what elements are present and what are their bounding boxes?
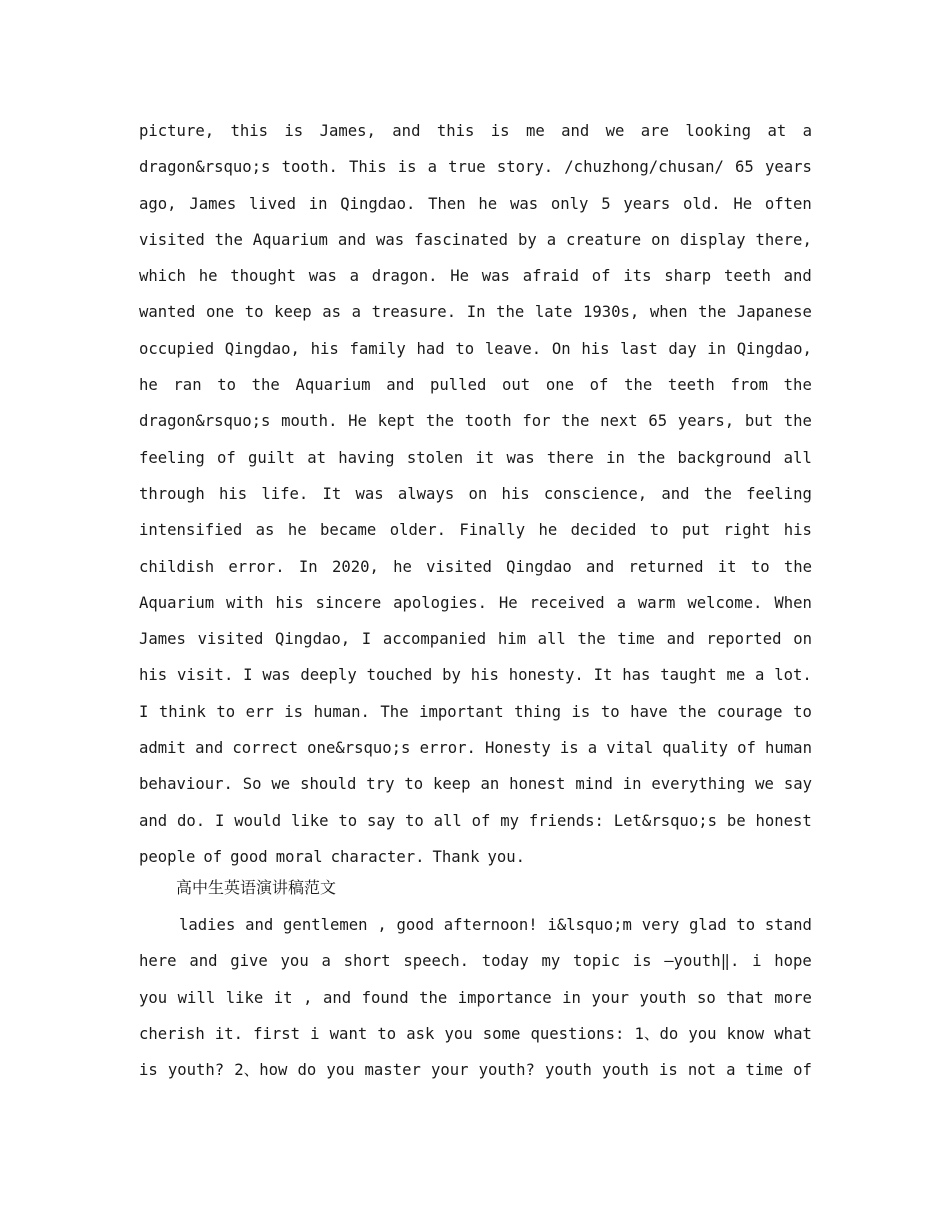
text-line: picture, this is James, and this is me and we are looking at a: [139, 122, 812, 140]
text-line: ladies and gentlemen , good afternoon! i&lsquo;m very glad to stand: [179, 916, 812, 934]
text-line: admit and correct one&rsquo;s error. Honesty is a vital quality of human: [139, 739, 812, 758]
text-line: dragon&rsquo;s mouth. He kept the tooth for the next 65 years, but the: [139, 412, 812, 431]
text-line: he ran to the Aquarium and pulled out one of the teeth from the: [139, 376, 812, 395]
text-line: cherish it. first i want to ask you some questions: 1、do you know what: [139, 1024, 812, 1043]
text-line: and do. I would like to say to all of my friends: Let&rsquo;s be honest: [139, 811, 812, 830]
text-line: visited the Aquarium and was fascinated by a creature on display there,: [139, 230, 812, 249]
text-line: you will like it , and found the importance in your youth so that more: [139, 988, 812, 1007]
text-line: occupied Qingdao, his family had to leave. On his last day in Qingdao,: [139, 339, 812, 358]
text-line: is youth? 2、how do you master your youth? youth youth is not a time of: [139, 1061, 812, 1080]
text-line: here and give you a short speech. today my topic is ―youth‖. i hope: [139, 952, 812, 971]
text-line: intensified as he became older. Finally he decided to put right his: [139, 521, 812, 540]
text-line: James visited Qingdao, I accompanied him all the time and reported on: [139, 630, 812, 649]
text-line: childish error. In 2020, he visited Qingdao and returned it to the: [139, 557, 812, 576]
text-line: wanted one to keep as a treasure. In the late 1930s, when the Japanese: [139, 303, 812, 322]
text-line: feeling of guilt at having stolen it was there in the background all: [139, 448, 812, 467]
text-line: I think to err is human. The important thing is to have the courage to: [139, 702, 812, 721]
text-line: through his life. It was always on his conscience, and the feeling: [139, 484, 812, 503]
text-line: Aquarium with his sincere apologies. He received a warm welcome. When: [139, 593, 812, 612]
body-paragraph-1: [139, 113, 812, 875]
text-line: ago, James lived in Qingdao. Then he was only 5 years old. He often: [139, 194, 812, 213]
text-line: which he thought was a dragon. He was afraid of its sharp teeth and: [139, 267, 812, 286]
text-line: people of good moral character. Thank you.: [139, 847, 526, 866]
body-paragraph-2: [139, 907, 812, 1088]
text-line: behaviour. So we should try to keep an honest mind in everything we say: [139, 775, 812, 794]
section-heading: 高中生英语演讲稿范文: [176, 878, 337, 897]
text-line: dragon&rsquo;s tooth. This is a true story. /chuzhong/chusan/ 65 years: [139, 158, 812, 177]
text-line: his visit. I was deeply touched by his honesty. It has taught me a lot.: [139, 666, 812, 685]
